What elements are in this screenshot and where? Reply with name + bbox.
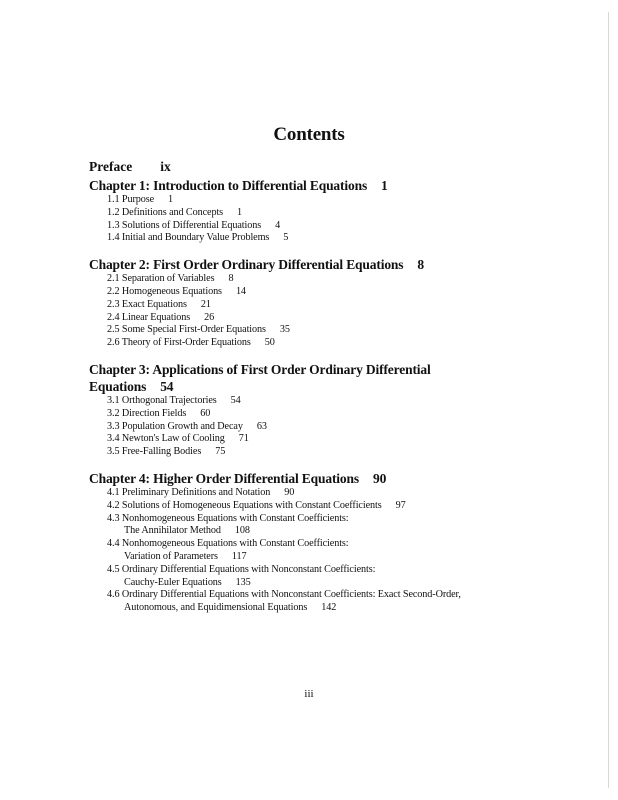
section-title-cont: Cauchy-Euler Equations — [124, 576, 222, 588]
section-page: 54 — [230, 394, 241, 406]
chapter-1-title[interactable] — [89, 177, 589, 194]
toc-section[interactable] — [89, 299, 589, 312]
section-title: 4.5 Ordinary Differential Equations with Nonconstant Coefficients: — [107, 563, 376, 575]
toc-section[interactable] — [89, 194, 589, 207]
chapter-3-title[interactable] — [89, 361, 589, 395]
chapter-2-page: 8 — [417, 257, 424, 273]
toc-preface[interactable] — [89, 159, 589, 177]
section-title-cont: Variation of Parameters — [124, 550, 218, 562]
chapter-1-sections — [89, 194, 589, 245]
chapter-2-sections — [89, 273, 589, 350]
toc-section[interactable] — [89, 487, 589, 500]
section-title: 3.3 Population Growth and Decay — [107, 420, 243, 432]
section-title: 4.4 Nonhomogeneous Equations with Constant Coefficients: — [107, 538, 349, 550]
page-title: Contents — [273, 124, 345, 145]
chapter-4-page: 90 — [372, 470, 387, 486]
spacer — [89, 459, 589, 470]
chapter-3-title-line2: Equations — [89, 378, 147, 394]
chapter-4-title[interactable] — [89, 470, 589, 487]
toc-section[interactable] — [89, 232, 589, 245]
section-page: 108 — [234, 525, 250, 537]
chapter-4-title-text: Chapter 4: Higher Order Differential Equations — [89, 470, 359, 486]
section-title: 3.1 Orthogonal Trajectories — [107, 394, 217, 406]
section-title: 4.3 Nonhomogeneous Equations with Constant Coefficients: — [107, 512, 349, 524]
section-continuation — [107, 577, 589, 590]
toc-section[interactable] — [89, 589, 589, 615]
page-number: iii — [304, 688, 314, 700]
toc-section[interactable] — [89, 446, 589, 459]
section-page: 4 — [275, 219, 281, 231]
chapter-2 — [89, 256, 589, 350]
toc-section[interactable] — [89, 337, 589, 350]
section-title: 1.2 Definitions and Concepts — [107, 206, 224, 218]
chapter-4 — [89, 470, 589, 615]
chapter-3 — [89, 361, 589, 459]
toc-section[interactable] — [89, 538, 589, 564]
toc-section[interactable] — [89, 220, 589, 233]
toc-section[interactable] — [89, 207, 589, 220]
section-title: 2.3 Exact Equations — [107, 298, 187, 310]
toc-section[interactable] — [89, 395, 589, 408]
toc-section[interactable] — [89, 564, 589, 590]
section-title: 2.1 Separation of Variables — [107, 273, 215, 285]
section-page: 117 — [231, 550, 247, 562]
toc-section[interactable] — [89, 408, 589, 421]
section-title-cont: The Annihilator Method — [124, 525, 221, 537]
spacer — [89, 350, 589, 361]
section-page: 71 — [238, 433, 249, 445]
section-title-cont: Autonomous, and Equidimensional Equations — [124, 602, 308, 614]
section-title: 2.4 Linear Equations — [107, 311, 191, 323]
chapter-1-title-text: Chapter 1: Introduction to Differential Equations — [89, 178, 368, 193]
section-page: 60 — [200, 407, 211, 419]
section-title: 2.6 Theory of First-Order Equations — [107, 337, 251, 349]
section-title: 2.2 Homogeneous Equations — [107, 285, 222, 297]
section-page: 90 — [284, 486, 295, 498]
chapter-1 — [89, 177, 589, 245]
toc-section[interactable] — [89, 433, 589, 446]
section-title: 1.3 Solutions of Differential Equations — [107, 219, 262, 231]
toc-section[interactable] — [89, 286, 589, 299]
toc-section[interactable] — [89, 324, 589, 337]
toc-section[interactable] — [89, 312, 589, 325]
toc-section[interactable] — [89, 500, 589, 513]
toc-section[interactable] — [89, 273, 589, 286]
section-page: 5 — [283, 232, 289, 244]
chapter-2-title[interactable] — [89, 256, 589, 273]
section-page: 1 — [237, 206, 243, 218]
section-page: 26 — [204, 311, 215, 323]
section-title: 4.6 Ordinary Differential Equations with Nonconstant Coefficients: Exact Second-Order, — [107, 589, 461, 601]
section-continuation — [107, 602, 589, 615]
chapter-1-page: 1 — [381, 178, 388, 193]
section-page: 63 — [256, 420, 267, 432]
section-title: 3.2 Direction Fields — [107, 407, 187, 419]
chapter-4-sections — [89, 487, 589, 615]
section-page: 135 — [235, 576, 251, 588]
section-page: 8 — [228, 273, 234, 285]
section-page: 21 — [200, 298, 211, 310]
toc-section[interactable] — [89, 421, 589, 434]
section-page: 97 — [395, 499, 406, 511]
section-title: 4.2 Solutions of Homogeneous Equations with Constant Coefficients — [107, 499, 382, 511]
spacer — [89, 245, 589, 256]
chapter-2-title-text: Chapter 2: First Order Ordinary Differential Equations — [89, 257, 404, 273]
section-title: 3.5 Free-Falling Bodies — [107, 446, 202, 458]
section-continuation — [107, 525, 589, 538]
section-page: 142 — [321, 602, 337, 614]
chapter-3-title-line1: Chapter 3: Applications of First Order Ordinary Differential — [89, 361, 431, 377]
preface-page: ix — [160, 159, 171, 174]
section-page: 1 — [168, 194, 174, 205]
section-page: 50 — [264, 337, 275, 349]
preface-label: Preface — [89, 159, 133, 174]
section-title: 1.1 Purpose — [107, 194, 155, 205]
section-title: 4.1 Preliminary Definitions and Notation — [107, 486, 271, 498]
section-title: 2.5 Some Special First-Order Equations — [107, 324, 266, 336]
section-page: 75 — [215, 446, 226, 458]
section-title: 3.4 Newton's Law of Cooling — [107, 433, 225, 445]
table-of-contents — [89, 159, 589, 615]
section-page: 35 — [279, 324, 290, 336]
toc-section[interactable] — [89, 513, 589, 539]
chapter-3-page: 54 — [160, 378, 174, 394]
section-page: 14 — [235, 285, 246, 297]
chapter-3-sections — [89, 395, 589, 459]
section-continuation — [107, 551, 589, 564]
section-title: 1.4 Initial and Boundary Value Problems — [107, 232, 270, 244]
